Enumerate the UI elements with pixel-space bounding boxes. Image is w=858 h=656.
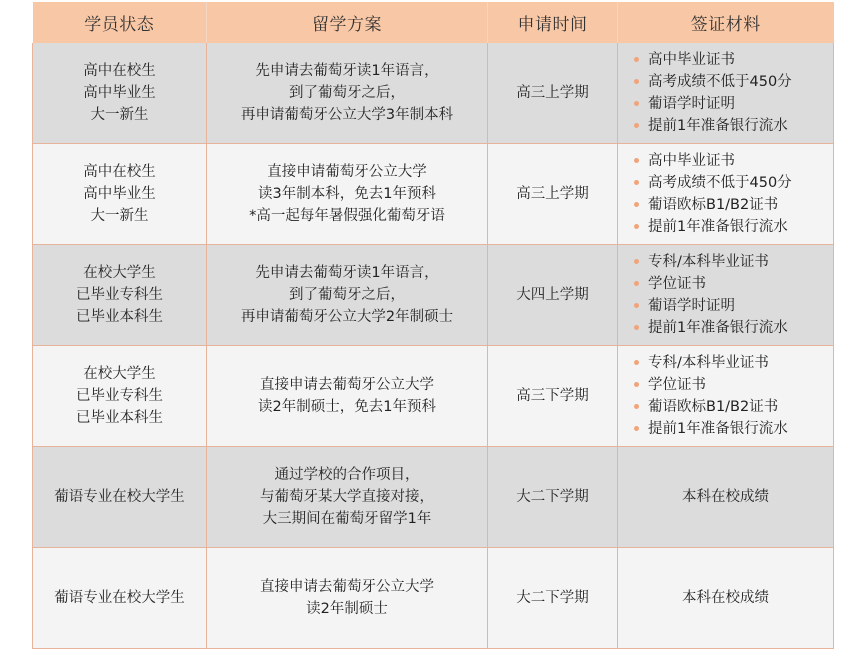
table-header bbox=[33, 2, 834, 43]
status-line: 已毕业本科生 bbox=[76, 309, 163, 325]
status-line: 已毕业本科生 bbox=[76, 410, 163, 426]
list-item bbox=[634, 194, 833, 216]
header-student-status: 学员状态 bbox=[33, 2, 207, 43]
time-cell: 高三下学期 bbox=[488, 346, 618, 447]
bullet-dot-icon bbox=[634, 180, 639, 185]
material-text: 提前1年准备银行流水 bbox=[648, 421, 788, 437]
material-text: 提前1年准备银行流水 bbox=[648, 320, 788, 336]
material-text: 高中毕业证书 bbox=[648, 52, 735, 68]
bullet-dot-icon bbox=[634, 57, 639, 62]
plan-line: *高一起每年暑假强化葡萄牙语 bbox=[249, 208, 445, 224]
material-text: 高中毕业证书 bbox=[648, 153, 735, 169]
table-row bbox=[33, 144, 834, 245]
bullet-dot-icon bbox=[634, 101, 639, 106]
materials-cell bbox=[618, 346, 834, 447]
list-item bbox=[634, 172, 833, 194]
bullet-dot-icon bbox=[634, 325, 639, 330]
material-text: 专科/本科毕业证书 bbox=[648, 254, 769, 270]
materials-list bbox=[618, 49, 833, 137]
plan-line: 先申请去葡萄牙读1年语言， bbox=[255, 265, 439, 281]
plan-line: 直接申请葡萄牙公立大学 bbox=[267, 164, 427, 180]
material-text: 提前1年准备银行流水 bbox=[648, 219, 788, 235]
status-cell bbox=[33, 43, 207, 144]
list-item bbox=[634, 150, 833, 172]
status-line: 葡语专业在校大学生 bbox=[54, 590, 185, 606]
bullet-dot-icon bbox=[634, 426, 639, 431]
table-row bbox=[33, 346, 834, 447]
plan-line: 到了葡萄牙之后， bbox=[289, 287, 405, 303]
header-application-time: 申请时间 bbox=[488, 2, 618, 43]
table-row bbox=[33, 43, 834, 144]
time-cell: 大四上学期 bbox=[488, 245, 618, 346]
list-item bbox=[634, 93, 833, 115]
list-item bbox=[634, 49, 833, 71]
list-item bbox=[634, 115, 833, 137]
status-cell bbox=[33, 346, 207, 447]
materials-cell bbox=[618, 245, 834, 346]
material-text: 葡语欧标B1/B2证书 bbox=[648, 399, 779, 415]
time-cell: 大二下学期 bbox=[488, 447, 618, 548]
list-item bbox=[634, 71, 833, 93]
bullet-dot-icon bbox=[634, 79, 639, 84]
list-item bbox=[634, 317, 833, 339]
material-text: 学位证书 bbox=[648, 276, 706, 292]
bullet-dot-icon bbox=[634, 202, 639, 207]
list-item bbox=[634, 251, 833, 273]
status-cell bbox=[33, 144, 207, 245]
materials-cell: 本科在校成绩 bbox=[618, 548, 834, 649]
header-visa-materials: 签证材料 bbox=[618, 2, 834, 43]
material-text: 提前1年准备银行流水 bbox=[648, 118, 788, 134]
status-line: 已毕业专科生 bbox=[76, 287, 163, 303]
plan-line: 直接申请去葡萄牙公立大学 bbox=[260, 579, 434, 595]
bullet-dot-icon bbox=[634, 123, 639, 128]
plan-line: 先申请去葡萄牙读1年语言， bbox=[255, 63, 439, 79]
study-plan-table bbox=[32, 2, 834, 649]
bullet-dot-icon bbox=[634, 158, 639, 163]
status-line: 已毕业专科生 bbox=[76, 388, 163, 404]
material-text: 学位证书 bbox=[648, 377, 706, 393]
material-text: 葡语欧标B1/B2证书 bbox=[648, 197, 779, 213]
status-cell bbox=[33, 447, 207, 548]
material-text: 葡语学时证明 bbox=[648, 298, 735, 314]
plan-line: 通过学校的合作项目， bbox=[274, 467, 420, 483]
status-line: 大一新生 bbox=[90, 208, 149, 224]
materials-list bbox=[618, 150, 833, 238]
list-item bbox=[634, 295, 833, 317]
material-text: 葡语学时证明 bbox=[648, 96, 735, 112]
plan-line: 再申请葡萄牙公立大学2年制硕士 bbox=[240, 309, 454, 325]
list-item bbox=[634, 273, 833, 295]
status-line: 大一新生 bbox=[90, 107, 149, 123]
bullet-dot-icon bbox=[634, 360, 639, 365]
material-text: 专科/本科毕业证书 bbox=[648, 355, 769, 371]
material-text: 高考成绩不低于450分 bbox=[648, 175, 792, 191]
time-cell: 高三上学期 bbox=[488, 43, 618, 144]
list-item bbox=[634, 396, 833, 418]
header-study-plan: 留学方案 bbox=[207, 2, 488, 43]
material-text: 高考成绩不低于450分 bbox=[648, 74, 792, 90]
table-row bbox=[33, 548, 834, 649]
time-cell: 大二下学期 bbox=[488, 548, 618, 649]
list-item bbox=[634, 352, 833, 374]
materials-cell bbox=[618, 144, 834, 245]
bullet-dot-icon bbox=[634, 382, 639, 387]
status-line: 葡语专业在校大学生 bbox=[54, 489, 185, 505]
materials-cell: 本科在校成绩 bbox=[618, 447, 834, 548]
bullet-dot-icon bbox=[634, 303, 639, 308]
plan-line: 读2年制硕士，免去1年预科 bbox=[258, 399, 436, 415]
plan-line: 直接申请去葡萄牙公立大学 bbox=[260, 377, 434, 393]
plan-cell bbox=[207, 447, 488, 548]
plan-line: 到了葡萄牙之后， bbox=[289, 85, 405, 101]
plan-line: 再申请葡萄牙公立大学3年制本科 bbox=[240, 107, 454, 123]
list-item bbox=[634, 374, 833, 396]
table-row bbox=[33, 245, 834, 346]
plan-line: 与葡萄牙某大学直接对接， bbox=[260, 489, 434, 505]
bullet-dot-icon bbox=[634, 281, 639, 286]
status-cell bbox=[33, 548, 207, 649]
materials-cell bbox=[618, 43, 834, 144]
status-line: 高中毕业生 bbox=[83, 186, 156, 202]
plan-cell bbox=[207, 548, 488, 649]
plan-cell bbox=[207, 245, 488, 346]
time-cell: 高三上学期 bbox=[488, 144, 618, 245]
materials-list bbox=[618, 251, 833, 339]
materials-list bbox=[618, 352, 833, 440]
plan-line: 大三期间在葡萄牙留学1年 bbox=[262, 511, 432, 527]
table-row bbox=[33, 447, 834, 548]
status-line: 在校大学生 bbox=[83, 366, 156, 382]
status-cell bbox=[33, 245, 207, 346]
plan-cell bbox=[207, 144, 488, 245]
bullet-dot-icon bbox=[634, 259, 639, 264]
status-line: 在校大学生 bbox=[83, 265, 156, 281]
status-line: 高中在校生 bbox=[83, 63, 156, 79]
plan-cell bbox=[207, 346, 488, 447]
plan-cell bbox=[207, 43, 488, 144]
list-item bbox=[634, 216, 833, 238]
bullet-dot-icon bbox=[634, 224, 639, 229]
plan-line: 读3年制本科，免去1年预科 bbox=[258, 186, 436, 202]
bullet-dot-icon bbox=[634, 404, 639, 409]
status-line: 高中毕业生 bbox=[83, 85, 156, 101]
plan-line: 读2年制硕士 bbox=[306, 601, 388, 617]
status-line: 高中在校生 bbox=[83, 164, 156, 180]
list-item bbox=[634, 418, 833, 440]
